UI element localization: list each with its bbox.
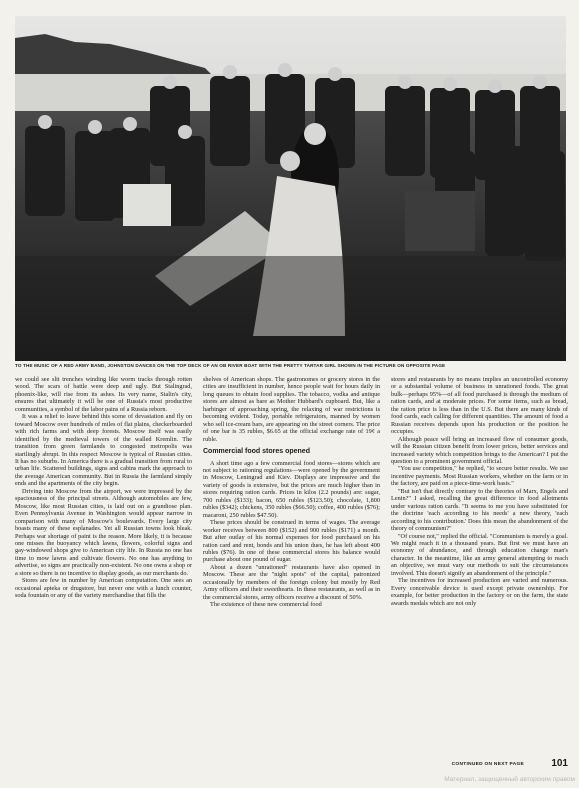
paragraph: we could see slit trenches winding like worm tracks through rotten wood. The scars of battle were deep and ugly. But Stalingrad, phoenix-like, will rise from its ashes. Its very name, Stalin's city, ensures that ultimately it will be one of Russia's most productive communities, a symbol of the labor pains of a Russia reborn. [15,376,192,413]
paragraph: Although peace will bring an increased flow of consumer goods, will the Russian citizen benefit from lower prices, better services and increased variety which competition brings to the American? I put the question to a prominent government official. [391,435,568,465]
accordion-shape [123,184,171,226]
page-number: 101 [551,758,568,769]
paragraph: It was a relief to leave behind this scene of devastation and fly on toward Moscow over hundreds of miles of flat plains, checkerboarded with rich farms and with deep forests. Moscow itself was easily identified by the medieval towers of the walled Kremlin. The transition from green farmlands to congested metropolis was startlingly abrupt. In this respect Moscow is typical of Russian cities. It has no suburbs. In America there is a gradual transition from rural to urban life. Scattered buildings, signs and cabins mark the approach to the average American community. But in Russia the farmland simply ends and the apartments of the city begin. [15,413,192,488]
section-heading: Commercial food stores opened [203,448,310,456]
text-column-1 [15,376,192,756]
paragraph: stores and restaurants by no means implies an uncontrolled economy or a substantial volume of business in unrationed foods. The great bulk—perhaps 95%—of all food purchased is through the medium of ration cards, and at moderate prices. For some items, such as bread, the ration price is less than in the U.S. But there are many kinds of food cards, each calling for different quantities. The amount of food a Russian receives depends upon his production or the position he occupies. [391,376,568,436]
text-column-2 [203,376,380,756]
photo-illustration [15,16,566,361]
paragraph: shelves of American shops. The gastronomes or grocery stores in the cities are insufficient in number, hence people wait for hours daily in long queues to obtain food supplies. The tobacco, vodka and antique stores are almost as bare as Mother Hubbard's cupboard. But, like a harbinger of approaching spring, the relaxing of war restrictions is becoming evident. Today, portable refrigerators, manned by women who sell ice-cream bars, are appearing on the street corners. The price of one bar is 35 rubles, $6.65 at the official exchange rate of 19¢ a ruble. [203,376,380,443]
paragraph: Stores are few in number by American computation. One sees an occasional apteka or drugstore, but never one with a lunch counter, soda fountain or any of the variety merchandise that fills the [15,577,192,600]
copyright-watermark: Материал, защищенный авторским правом [444,776,575,783]
paragraph: The existence of these new commercial food [210,601,322,609]
photograph-band-dancing [15,16,566,361]
text-column-3 [391,376,568,756]
paragraph: "You use competition," he replied, "to secure better results. We use incentive payments. Most Russian workers, whether on the farm or in the factory, are paid on a piece-time-work basis." [391,465,568,488]
paragraph: A short time ago a few commercial food stores—stores which are not subject to rationing regulations—were opened by the government in Moscow, Leningrad and Kiev. Displays are impressive and the variety of goods is extensive, but the prices are much higher than in stores requiring ration cards. Prices in kilos (2.2 pounds) are: sugar, 700 rubles ($133); bacon, 650 rubles ($123.50); chocolate, 1,800 rubles ($342); chickens, 350 rubles ($66.50); coffee, 400 rubles ($76); macaroni, 250 rubles $47.50). [203,459,380,519]
paragraph: The incentives for increased production are varied and numerous. Every conceivable device is used except private ownership. For example, for better production in the factory or on the farm, the state awards medals which are not only [391,577,568,607]
photo-caption: TO THE MUSIC OF A RED ARMY BAND, JOHNSTON DANCES ON THE TOP DECK OF AN OB RIVER BOAT WITH THE PRETTY TARTAR GIRL SHOWN IN THE PICTURE ON OPPOSITE PAGE [15,363,446,368]
page-footer [15,758,568,772]
paragraph: Driving into Moscow from the airport, we were impressed by the spaciousness of the principal streets. Although automobiles are few, Moscow, like most Russian cities, is laid out on a grandiose plan. Even Pennsylvania Avenue in Washington would appear narrow in comparison with many of Moscow's boulevards. Every large city boasts many of these esplanades. Yet all Russian towns look bleak. Perhaps war shortage of paint is the reason. More likely, it is because one misses the buoyancy which lawns, flowers, colorful signs and gay-windowed shops give to American city life. In Russia no one has time to mow lawns and cultivate flowers. No one has anything to advertise, so signs are practically non-existent. No one owns a shop or a store so there is no incentive to display goods, as our merchants do. [15,487,192,577]
paragraph: "But isn't that directly contrary to the theories of Marx, Engels and Lenin?" I asked, recalling the great difference in food allotments under various ration cards. "It seems to me you have substituted for the doctrine 'each according to his needs' a new theory, 'each according to his contribution.' Does this mean the abandonment of the theory of communism?" [391,487,568,533]
continued-notice: CONTINUED ON NEXT PAGE [451,762,524,767]
paragraph: "Of course not," replied the official. "Communism is merely a goal. We might reach it in a thousand years. But first we must have an economy of abundance, and through education change man's character. In the meantime, like an army general attempting to reach an objective, we must vary our methods to suit the circumstances involved. This doesn't signify an abandonment of the principle." [391,532,568,577]
paragraph: These prices should be construed in terms of wages. The average worker receives between 800 ($152) and 900 rubles ($171) a month. But after outlay of his normal expenses for food purchased on his ration card and rent, bonds and his union dues, he has left about 400 rubles ($76). In one of these commercial stores his balance would purchase about one pound of sugar. [203,519,380,564]
article-body [15,376,568,756]
paragraph: About a dozen "unrationed" restaurants have also opened in Moscow. These are the "night spots" of the capital, patronized occasionally by members of the foreign colony but mostly by Red Army officers and their sweethearts. In these restaurants, as well as in the commercial stores, army officers receive a discount of 50%. [203,563,380,601]
